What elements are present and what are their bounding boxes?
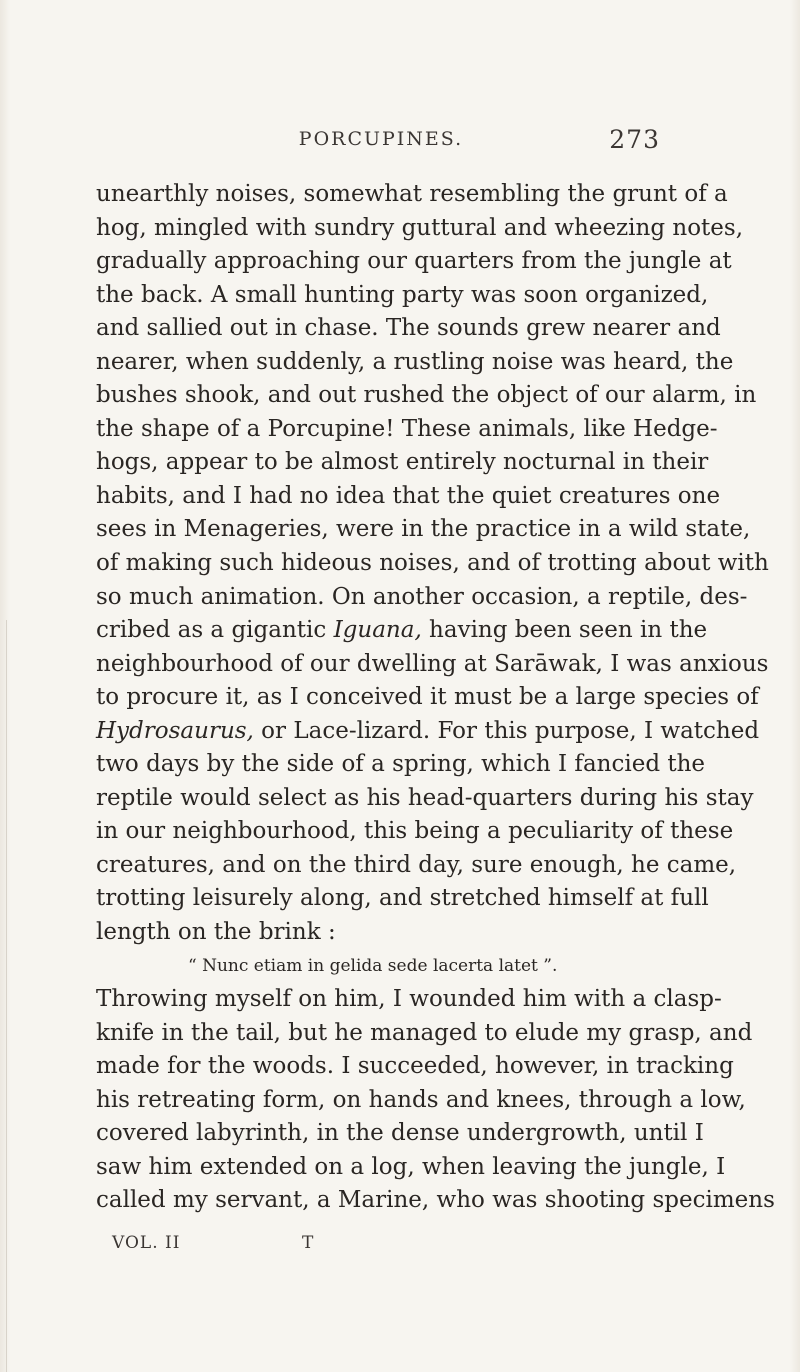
text-line: and sallied out in chase. The sounds grew nearer and (96, 315, 721, 342)
text-segment: cribed as a gigantic (96, 617, 334, 644)
text-line: covered labyrinth, in the dense undergrowth, until I (96, 1120, 704, 1147)
text-line: creatures, and on the third day, sure enough, he came, (96, 851, 737, 878)
text-segment: or Lace-lizard. For this purpose, I watched (253, 717, 760, 744)
text-line: unearthly noises, somewhat resembling the grunt of a (96, 181, 728, 207)
body-text (96, 178, 775, 1218)
text-line: nearer, when suddenly, a rustling noise was heard, the (96, 348, 734, 375)
text-line: length on the brink : (96, 919, 336, 946)
text-line: in our neighbourhood, this being a peculiarity of these (96, 818, 734, 845)
text-line: knife in the tail, but he managed to elude my grasp, and (96, 1019, 753, 1046)
text-line: hog, mingled with sundry guttural and wheezing notes, (96, 214, 744, 241)
page-header (96, 125, 666, 158)
text-line: hogs, appear to be almost entirely nocturnal in their (96, 449, 709, 476)
text-line: his retreating form, on hands and knees, through a low, (96, 1086, 746, 1113)
text-line: Throwing myself on him, I wounded him with a clasp- (96, 986, 722, 1013)
signature-mark: T (302, 1233, 315, 1253)
text-line: saw him extended on a log, when leaving the jungle, I (96, 1153, 726, 1180)
text-segment: having been seen in the (421, 617, 708, 644)
text-line: sees in Menageries, were in the practice in a wild state, (96, 516, 751, 543)
volume-mark: VOL. II (112, 1233, 181, 1253)
text-line: called my servant, a Marine, who was shooting specimens (96, 1187, 775, 1214)
running-head: PORCUPINES. (298, 128, 464, 150)
text-line: made for the woods. I succeeded, however, in tracking (96, 1053, 734, 1080)
page-right-edge (790, 0, 800, 1372)
text-line: habits, and I had no idea that the quiet creatures one (96, 482, 721, 509)
text-line: the shape of a Porcupine! These animals, like Hedge- (96, 415, 718, 442)
text-line: so much animation. On another occasion, a reptile, des- (96, 583, 748, 610)
italic-term-hydrosaurus: Hydrosaurus, (96, 717, 254, 744)
text-line: to procure it, as I conceived it must be a large species of (96, 684, 759, 711)
text-line: neighbourhood of our dwelling at Sarāwak, I was anxious (96, 650, 769, 677)
text-line-iguana (96, 614, 708, 648)
text-line-hydrosaurus (96, 715, 760, 749)
italic-term-iguana: Iguana, (333, 617, 422, 644)
scan-artifact-line (6, 620, 7, 1372)
page-number: 273 (609, 125, 660, 154)
latin-quotation: “ Nunc etiam in gelida sede lacerta latet ”. (188, 955, 558, 976)
text-line: reptile would select as his head-quarters during his stay (96, 784, 754, 811)
text-line: of making such hideous noises, and of trotting about with (96, 550, 769, 577)
text-line: trotting leisurely along, and stretched himself at full (96, 885, 709, 912)
text-line: bushes shook, and out rushed the object of our alarm, in (96, 382, 757, 409)
page-left-edge (0, 0, 10, 1372)
page-footer (96, 1233, 656, 1263)
text-line: two days by the side of a spring, which I fancied the (96, 751, 706, 778)
text-line: the back. A small hunting party was soon organized, (96, 281, 709, 308)
text-line: gradually approaching our quarters from the jungle at (96, 248, 732, 275)
